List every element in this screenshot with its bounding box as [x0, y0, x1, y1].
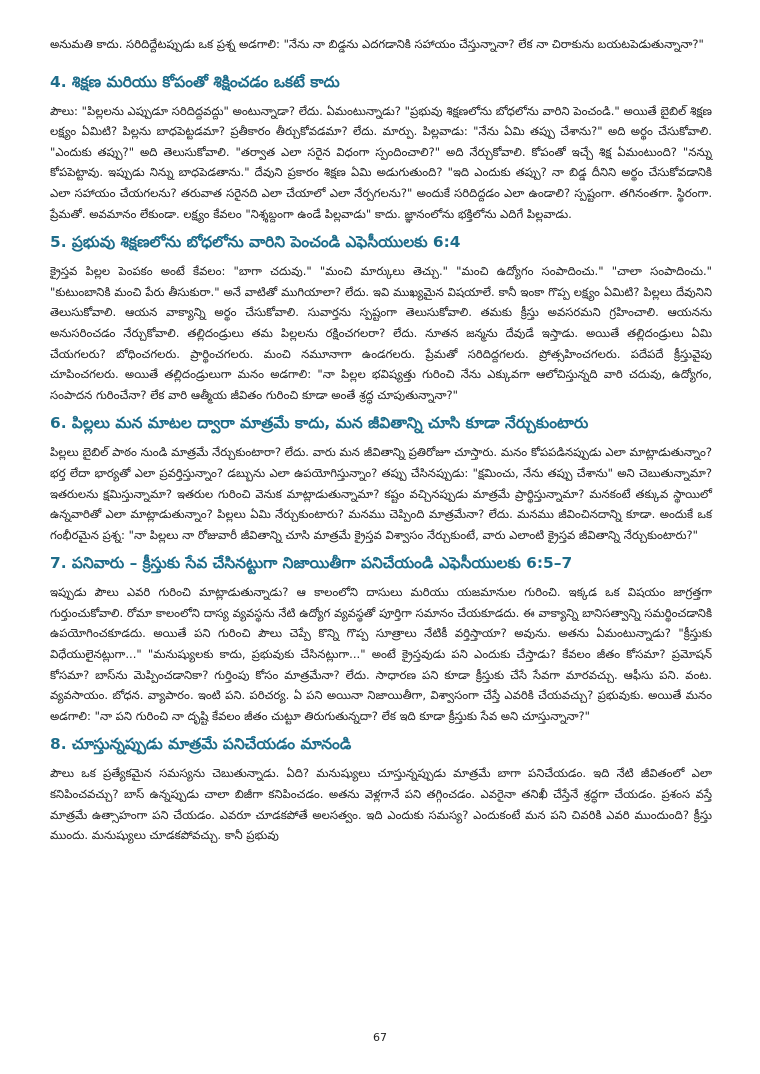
- section-heading-8: 8. చూస్తున్నప్పుడు మాత్రమే పనిచేయడం మానండి: [50, 735, 352, 754]
- section-body-5: క్రైస్తవ పిల్లల పెంపకం అంటే కేవలం: "బాగా చదువు." "మంచి మార్కులు తెచ్చు." "మంచి ఉద్యోగం సంపాదించు." "చాలా సంపాదించు." "కుటుంబానికి మంచి పేరు తీసుకురా." అనే వాటితో ముగియాలా? లేదు. ఇవి ముఖ్యమైన విషయాలే. కానీ ఇంకా గొప్ప లక్ష్యం ఏమిటి? పిల్లలు దేవునిని తెలుసుకోవాలి. ఆయన వాక్యాన్ని అర్థం చేసుకోవాలి. సువార్తను స్పష్టంగా తెలుసుకోవాలి. తమకు క్రీస్తు అవసరమని గ్రహించాలి. ఆయనను అనుసరించడం నేర్చుకోవాలి. తల్లిదండ్రులు తమ పిల్లలను రక్షించగలరా? లేదు. నూతన జన్మను దేవుడే ఇస్తాడు. అయితే తల్లిదండ్రులు ఏమి చేయగలరు? బోధించగలరు. ప్రార్థించగలరు. మంచి నమూనాగా ఉండగలరు. ప్రేమతో సరిదిద్దగలరు. ప్రోత్సహించగలరు. పదేపదే క్రీస్తువైపు చూపించగలరు. అయితే తల్లిదండ్రులుగా మనం అడగాలి: "నా పిల్లల భవిష్యత్తు గురించి నేను ఎక్కువగా ఆలోచిస్తున్నది వారి చదువు, ఉద్యోగం, సంపాదన గురించేనా? లేక వారి ఆత్మీయ జీవితం గురించి కూడా అంతే శ్రద్ధ చూపుతున్నానా?": [50, 264, 712, 402]
- section-body-8: పౌలు ఒక ప్రత్యేకమైన సమస్యను చెబుతున్నాడు. ఏది? మనుష్యులు చూస్తున్నప్పుడు మాత్రమే బాగా పనిచేయడం. ఇది నేటి జీవితంలో ఎలా కనిపించవచ్చు? బాస్ ఉన్నప్పుడు చాలా బిజీగా కనిపించడం. అతను వెళ్లగానే పని తగ్గించడం. ఎవరైనా తనిఖీ చేస్తేనే శ్రద్ధగా చేయడం. ప్రశంస వస్తే మాత్రమే ఉత్సాహంగా పని చేయడం. ఎవరూ చూడకపోతే అలసత్వం. ఇది ఎందుకు సమస్య? ఎందుకంటే మన పని చివరికి ఎవరి ముందుంది? క్రీస్తు ముందు. మనుష్యులు చూడకపోవచ్చు. కానీ ప్రభువు: [50, 766, 712, 843]
- document-page: [50, 34, 712, 846]
- intro-paragraph: అనుమతి కాదు. సరిదిద్దేటప్పుడు ఒక ప్రశ్న అడగాలి: "నేను నా బిడ్డను ఎదగడానికి సహాయం చేస్తున్నానా? లేక నా చిరాకును బయటపెడుతున్నానా?": [50, 37, 704, 51]
- section-heading-6: 6. పిల్లలు మన మాటల ద్వారా మాత్రమే కాదు, మన జీవితాన్ని చూసి కూడా నేర్చుకుంటారు: [50, 414, 589, 433]
- section-body-7: ఇప్పుడు పౌలు ఎవరి గురించి మాట్లాడుతున్నాడు? ఆ కాలంలోని దాసులు మరియు యజమానుల గురించి. ఇక్కడ ఒక విషయం జాగ్రత్తగా గుర్తుంచుకోవాలి. రోమా కాలంలోని దాస్య వ్యవస్థను నేటి ఉద్యోగ వ్యవస్థతో పూర్తిగా సమానం చేయకూడదు. ఈ వాక్యాన్ని బానిసత్వాన్ని సమర్థించడానికి ఉపయోగించకూడదు. అయితే పని గురించి పౌలు చెప్పే కొన్ని గొప్ప సూత్రాలు నేటికీ వర్తిస్తాయా? అవును. అతను ఏమంటున్నాడు? "క్రీస్తుకు విధేయులైనట్లుగా..." "మనుష్యులకు కాదు, ప్రభువుకు చేసినట్లుగా..." అంటే క్రైస్తవుడు పని ఎందుకు చేస్తాడు? కేవలం జీతం కోసమా? ప్రమోషన్ కోసమా? బాస్‌ను మెప్పించడానికా? గుర్తింపు కోసం మాత్రమేనా? లేదు. సాధారణ పని కూడా క్రీస్తుకు చేసే సేవగా మారవచ్చు. ఆఫీసు పని. వంట. వ్యవసాయం. బోధన. వ్యాపారం. ఇంటి పని. పరిచర్య. ఏ పని అయినా నిజాయితీగా, విశ్వాసంగా చేస్తే ఎవరికి చేయవచ్చు? ప్రభువుకు. అయితే మనం అడగాలి: "నా పని గురించి నా దృష్టి కేవలం జీతం చుట్టూ తిరుగుతున్నదా? లేక ఇది కూడా క్రీస్తుకు సేవ అని చూస్తున్నానా?": [50, 585, 712, 723]
- section-body-4: పౌలు: "పిల్లలను ఎప్పుడూ సరిదిద్దవద్దు" అంటున్నాడా? లేదు. ఏమంటున్నాడు? "ప్రభువు శిక్షణలోను బోధలోను వారిని పెంచండి." అయితే బైబిల్ శిక్షణ లక్ష్యం ఏమిటి? పిల్లను బాధపెట్టడమా? ప్రతీకారం తీర్చుకోవడమా? లేదు. మార్పు. పిల్లవాడు: "నేను ఏమి తప్పు చేశాను?" అది అర్థం చేసుకోవాలి. "ఎందుకు తప్పు?" అది తెలుసుకోవాలి. "తర్వాత ఎలా సరైన విధంగా స్పందించాలి?" అది నేర్చుకోవాలి. కోపంతో ఇచ్చే శిక్ష ఏమంటుంది? "నన్ను కోపపెట్టావు. ఇప్పుడు నిన్ను బాధపెడతాను." దేవుని ప్రకారం శిక్షణ ఏమి అడుగుతుంది? "ఇది ఎందుకు తప్పు? నా బిడ్డ దీనిని అర్థం చేసుకోవడానికి ఎలా సహాయం చేయగలను? తరువాత సరైనది ఎలా చేయాలో ఎలా నేర్పగలను?" అందుకే సరిదిద్దడం ఎలా ఉండాలి? స్పష్టంగా. తగినంతగా. స్థిరంగా. ప్రేమతో. అవమానం లేకుండా. లక్ష్యం కేవలం "నిశ్శబ్దంగా ఉండే పిల్లవాడు" కాదు. జ్ఞానంలోను భక్తిలోను ఎదిగే పిల్లవాడు.: [50, 103, 712, 221]
- section-heading-5: 5. ప్రభువు శిక్షణలోను బోధలోను వారిని పెంచండి ఎఫెసీయులకు 6:4: [50, 233, 461, 252]
- page-number: 67: [373, 1031, 387, 1044]
- section-body-6: పిల్లలు బైబిల్ పాఠం నుండి మాత్రమే నేర్చుకుంటారా? లేదు. వారు మన జీవితాన్ని ప్రతిరోజూ చూస్తారు. మనం కోపపడినప్పుడు ఎలా మాట్లాడుతున్నాం? భర్త లేదా భార్యతో ఎలా ప్రవర్తిస్తున్నాం? డబ్బును ఎలా ఉపయోగిస్తున్నాం? తప్పు చేసినప్పుడు: "క్షమించు, నేను తప్పు చేశాను" అని చెబుతున్నామా? ఇతరులను క్షమిస్తున్నామా? ఇతరుల గురించి వెనుక మాట్లాడుతున్నామా? కష్టం వచ్చినప్పుడు మాత్రమే ప్రార్థిస్తున్నామా? మనకంటే తక్కువ స్థాయిలో ఉన్నవారితో ఎలా మాట్లాడుతున్నాం? పిల్లలు ఏమి నేర్చుకుంటారు? మనము చెప్పింది మాత్రమేనా? లేదు. మనము జీవించినదాన్ని కూడా. అందుకే ఒక గంభీరమైన ప్రశ్న: "నా పిల్లలు నా రోజువారీ జీవితాన్ని చూసి మాత్రమే క్రైస్తవ విశ్వాసం నేర్చుకుంటే, వారు ఎలాంటి క్రైస్తవ జీవితాన్ని నేర్చుకుంటారు?": [50, 445, 712, 542]
- section-heading-4: 4. శిక్షణ మరియు కోపంతో శిక్షించడం ఒకటే కాదు: [50, 72, 340, 91]
- section-heading-7: 7. పనివారు – క్రీస్తుకు సేవ చేసినట్టుగా నిజాయితీగా పనిచేయండి ఎఫెసీయులకు 6:5–7: [50, 554, 573, 573]
